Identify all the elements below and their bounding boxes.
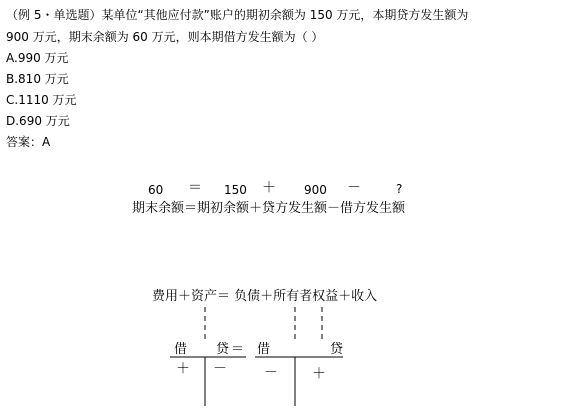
value-ending-balance: 60 — [148, 183, 164, 197]
option-b: B.810 万元 — [6, 72, 69, 86]
option-a: A.990 万元 — [6, 51, 69, 65]
left-credit-label: 贷 — [216, 342, 230, 357]
t-account-equals: ＝ — [231, 342, 245, 357]
left-debit-label: 借 — [174, 342, 188, 357]
right-increase-sign: ＋ — [312, 366, 326, 382]
value-debit-unknown: ? — [396, 182, 403, 196]
left-increase-sign: ＋ — [176, 361, 190, 377]
value-beginning-balance: 150 — [224, 183, 247, 197]
value-credit-amount: 900 — [304, 183, 327, 197]
accounting-equation: 费用＋资产＝ 负债＋所有者权益＋收入 — [152, 289, 378, 304]
plus-sign: ＋ — [262, 180, 276, 196]
minus-sign: － — [347, 180, 361, 196]
option-c: C.1110 万元 — [6, 93, 77, 107]
equals-sign: ＝ — [188, 180, 202, 196]
option-d: D.690 万元 — [6, 114, 70, 128]
balance-formula: 期末余额＝期初余额＋贷方发生额－借方发生额 — [132, 201, 406, 216]
question-line-2: 900 万元，期末余额为 60 万元，则本期借方发生额为（ ） — [6, 30, 324, 44]
right-credit-label: 贷 — [330, 342, 344, 357]
question-line-1: （例 5・单选题）某单位“其他应付款”账户的期初余额为 150 万元，本期贷方发生额为 — [6, 8, 469, 22]
right-decrease-sign: － — [264, 365, 278, 381]
right-debit-label: 借 — [257, 342, 271, 357]
left-decrease-sign: － — [213, 361, 227, 377]
answer: 答案：A — [6, 135, 51, 149]
